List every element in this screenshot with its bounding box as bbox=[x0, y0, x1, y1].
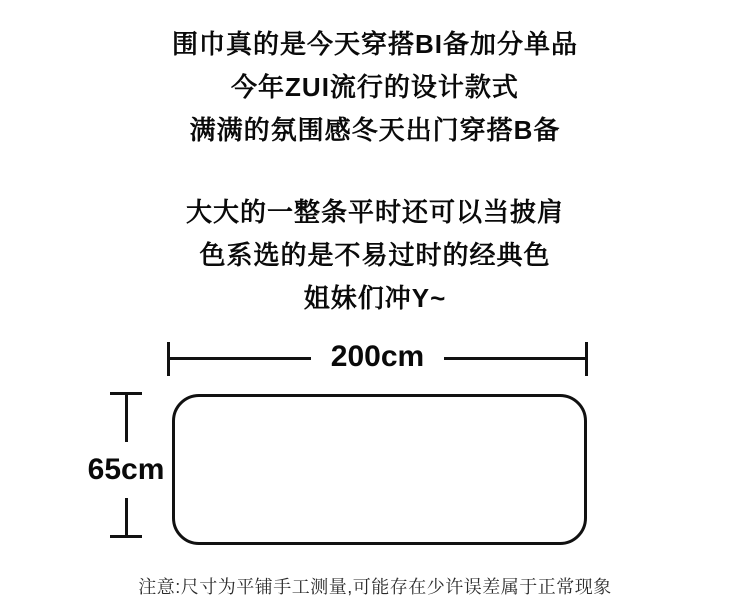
width-dimension-tick-right bbox=[585, 342, 588, 376]
height-dimension bbox=[87, 392, 165, 538]
width-dimension bbox=[167, 341, 588, 376]
selling-point-line-2: 色系选的是不易过时的经典色 bbox=[199, 240, 551, 270]
measurement-note: 注意:尺寸为平铺手工测量,可能存在少许误差属于正常现象 bbox=[138, 577, 612, 597]
width-dimension-line-right bbox=[444, 357, 585, 360]
width-dimension-line-left bbox=[170, 357, 311, 360]
intro-line-1: 围巾真的是今天穿搭BI备加分单品 bbox=[171, 29, 578, 59]
height-dimension-tick-bottom bbox=[110, 535, 142, 538]
intro-line-2: 今年ZUI流行的设计款式 bbox=[231, 72, 519, 102]
selling-point-line-1: 大大的一整条平时还可以当披肩 bbox=[185, 197, 564, 227]
intro-line-3: 满满的氛围感冬天出门穿搭B备 bbox=[189, 115, 561, 145]
selling-point-line-3: 姐妹们冲Y~ bbox=[303, 283, 447, 313]
scarf-outline bbox=[172, 394, 587, 545]
height-dimension-line-top bbox=[125, 395, 128, 442]
height-dimension-label: 65cm bbox=[87, 453, 165, 486]
height-dimension-line-bottom bbox=[125, 498, 128, 535]
width-dimension-label: 200cm bbox=[330, 339, 425, 373]
